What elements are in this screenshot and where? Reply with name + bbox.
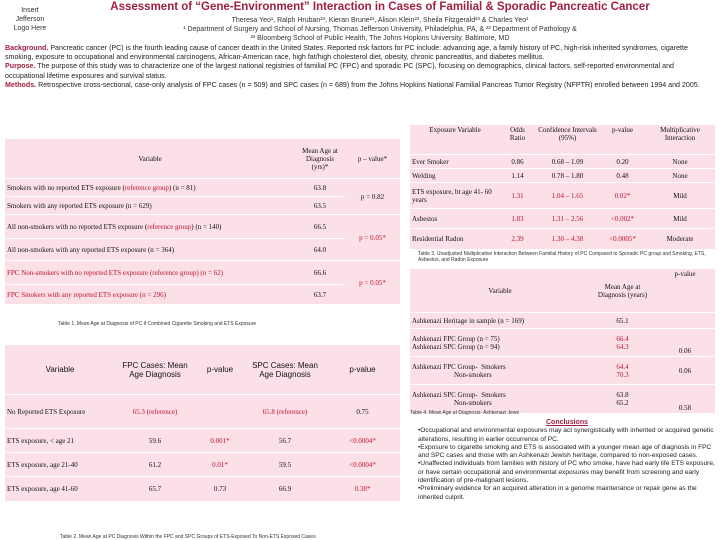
purpose-paragraph (5, 62, 715, 80)
t3-row0-m: None (645, 155, 715, 169)
table-1-header (5, 139, 400, 179)
t3-row2-p: 0.02* (600, 183, 645, 209)
table-row (410, 385, 715, 413)
t3-row4-m: Moderate (645, 229, 715, 249)
background-label: Background. (5, 44, 49, 52)
table-row (5, 239, 400, 261)
t4-row1-v: Ashkenazi FPC Group (n = 75) Ashkenazi SPC Group (n = 94) (410, 329, 590, 357)
t2-row2-p1: 0.01* (195, 453, 245, 477)
t1-row4-c: ) (n = 62) (196, 268, 224, 277)
table-3-caption: Table 3. Unadjusted Multiplicative Interaction Between Familial History of PC Compared to Sporadic PC group and Smoking, ETS, Asbestos, and Radon Exposure (418, 251, 706, 263)
t2-h-p1: p-value (195, 345, 245, 395)
table-row (410, 229, 715, 249)
table-row (5, 179, 400, 197)
t3-row1-p: 0.48 (600, 169, 645, 183)
t4-row3-mean: 63.8 65.2 (590, 385, 655, 413)
t2-row0-v: No Reported ETS Exposure (5, 395, 115, 429)
t1-p1: p = 0.82 (345, 179, 400, 215)
t3-row3-ci: 1.31 – 2.56 (535, 209, 600, 229)
t1-row5-mean: 63.7 (295, 285, 345, 305)
table-4-header (410, 269, 715, 313)
table-4 (410, 268, 715, 413)
t3-h-var: Exposure Variable (410, 125, 500, 155)
t3-row3-v: Asbestos (410, 209, 500, 229)
t2-row2-spc: 59.5 (245, 453, 325, 477)
methods-paragraph (5, 81, 715, 90)
t1-row4-b: reference group (152, 268, 197, 277)
t2-row0-p1 (195, 395, 245, 429)
t2-h-fpc: FPC Cases: Mean Age Diagnosis (115, 345, 195, 395)
methods-label: Methods. (5, 80, 37, 89)
t2-row2-p2: <0.0004* (325, 453, 400, 477)
t2-h-spc: SPC Cases: Mean Age Diagnosis (245, 345, 325, 395)
affiliation-2: ²³ Bloomberg School of Public Health, The Johns Hopkins University, Baltimore, MD (250, 35, 510, 42)
t4-row2-mean: 64.4 70.3 (590, 357, 655, 385)
t1-p2: p = 0.05* (345, 215, 400, 261)
t4-row3-p: 0.58 (655, 385, 715, 413)
t3-row4-ci: 1.30 – 4.38 (535, 229, 600, 249)
affiliation-1: ¹ Department of Surgery and School of Nursing, Thomas Jefferson University, Philadelphia, PA, & ²³ Department of Pathology & (183, 26, 577, 33)
t2-row0-p2: 0.75 (325, 395, 400, 429)
table-3 (410, 124, 715, 249)
t3-h-p: p-value (600, 125, 645, 155)
t3-row1-m: None (645, 169, 715, 183)
t3-row2-v: ETS exposure, bt age 41- 60 years (410, 183, 500, 209)
t3-row3-or: 1.83 (500, 209, 535, 229)
t1-row2-mean: 66.5 (295, 215, 345, 239)
t2-row1-p1: 0.001* (195, 429, 245, 453)
t3-row1-or: 1.14 (500, 169, 535, 183)
table-2-header (5, 345, 400, 395)
t3-row0-ci: 0.68 – 1.09 (535, 155, 600, 169)
table-1 (5, 138, 400, 305)
table-row (5, 477, 400, 501)
t4-row0-mean: 65.1 (590, 313, 655, 329)
t2-row3-fpc: 65.7 (115, 477, 195, 501)
t2-row3-p2: 0.38* (325, 477, 400, 501)
t2-h-p2: p-value (325, 345, 400, 395)
intro-section (5, 44, 715, 90)
t3-row3-m: Mild (645, 209, 715, 229)
t4-row0-p (655, 313, 715, 329)
table-2 (5, 344, 400, 501)
t2-row3-p1: 0.73 (195, 477, 245, 501)
t3-row2-ci: 1.04 – 1.65 (535, 183, 600, 209)
purpose-label: Purpose. (5, 62, 36, 71)
table-row (410, 169, 715, 183)
t3-row2-m: Mild (645, 183, 715, 209)
t4-row2-v: Ashkenazi FPC Group- Smokers Non-smokers (410, 357, 590, 385)
purpose-text: The purpose of this study was to characterize one of the largest national registries of familial PC (FPC) and sporadic PC (SPC), focusing on demographics, clinical factors, self-reported environmental and occupational lifetime exposures and survival status. (5, 62, 674, 80)
authors-block (60, 16, 700, 43)
t3-row4-v: Residential Radon (410, 229, 500, 249)
table-row (5, 215, 400, 239)
table-3-header (410, 125, 715, 155)
conclusion-item: •Occupational and environmental exposures may act synergistically with inherited or acquired genetic alterations, resulting in earlier occurrence of PC. (418, 427, 714, 443)
t2-row2-v: ETS exposure, age 21-40 (5, 453, 115, 477)
t3-row0-v: Ever Smoker (410, 155, 500, 169)
t2-row0-spc: 65.8 (reference) (245, 395, 325, 429)
t4-h-mean: Mean Age at Diagnosis (years) (590, 269, 655, 313)
conclusions-title: Conclusions (545, 419, 588, 426)
t3-row3-p: <0.002* (600, 209, 645, 229)
t1-row1-a: Smokers with any reported ETS exposure (n = 629) (5, 197, 295, 215)
t1-row3-mean: 64.0 (295, 239, 345, 261)
t1-row0-c: ) (n = 81) (168, 183, 196, 192)
t3-row0-or: 0.86 (500, 155, 535, 169)
t1-row2-a: All non-smokers with no reported ETS exposure ( (7, 222, 148, 231)
table-row (5, 429, 400, 453)
t1-col-variable: Variable (5, 139, 295, 179)
t2-row1-v: ETS exposure, < age 21 (5, 429, 115, 453)
t1-row0-b: reference group (124, 183, 169, 192)
background-paragraph (5, 44, 715, 62)
table-row (410, 209, 715, 229)
t4-row2-p: 0.06 (655, 357, 715, 385)
t3-h-or: Odds Ratio (500, 125, 535, 155)
t2-row1-spc: 56.7 (245, 429, 325, 453)
t4-h-p: p-value (655, 269, 715, 313)
t3-row4-or: 2.39 (500, 229, 535, 249)
table-row (410, 313, 715, 329)
table-4-caption: Table 4. Mean Age at Diagnosis- Ashkenazi Jews (410, 410, 519, 416)
t3-h-ci: Confidence Intervals (95%) (535, 125, 600, 155)
table-row (5, 395, 400, 429)
t1-row0-mean: 63.8 (295, 179, 345, 197)
conclusion-item: •Preliminary evidence for an acquired alteration in a genome maintenance or repair gene as the inherited culprit. (418, 485, 697, 501)
t3-row2-or: 1.31 (500, 183, 535, 209)
table-row (5, 285, 400, 305)
table-row (5, 453, 400, 477)
table-1-caption: Table 1. Mean Age at Diagnosis of PC if Combined Cigarette Smoking and ETS Exposure (58, 321, 257, 327)
t3-row4-p: <0.0005* (600, 229, 645, 249)
conclusion-item: •Exposure to cigarette smoking and ETS is associated with a younger mean age of diagnosis in FPC and SPC cases and those with an Ashkenazi Jewish heritage, compared to non-exposed cases. (418, 443, 712, 460)
table-row (5, 261, 400, 285)
table-row (410, 329, 715, 357)
t1-row4-a: FPC Non-smokers with no reported ETS exposure ( (7, 268, 153, 277)
methods-text: Retrospective cross-sectional, case-only analysis of FPC cases (n = 509) and SPC cases (n = 689) from the Johns Hopkins National Familial Pancreas Tumor Registry (NFPTR) enrolled between 1994 and 2005. (36, 80, 700, 89)
t3-h-mult: Multiplicative Interaction (645, 125, 715, 155)
t1-row3-a: All non-smokers with any reported ETS exposure (n = 364) (5, 239, 295, 261)
t2-row0-fpc: 65.3 (reference) (115, 395, 195, 429)
poster-title: Assessment of “Gene-Environment” Interaction in Cases of Familial & Sporadic Pancreatic Cancer (110, 1, 650, 13)
table-row (5, 197, 400, 215)
t4-h-var: Variable (410, 269, 590, 313)
t2-row1-fpc: 59.6 (115, 429, 195, 453)
t1-row1-mean: 63.5 (295, 197, 345, 215)
conclusions-section (418, 419, 716, 502)
t1-row5-a: FPC Smokers with any reported ETS exposure (n = 296) (5, 285, 295, 305)
table-row (410, 357, 715, 385)
t3-row1-v: Welding (410, 169, 500, 183)
t1-row0-a: Smokers with no reported ETS exposure ( (7, 183, 125, 192)
t4-row0-v: Ashkenazi Heritage in sample (n = 169) (410, 313, 590, 329)
authors: Theresa Yeo¹, Ralph Hruban²³, Kieran Brune²³, Alison Klein²³, Sheila Fitzgerald²³ & Charles Yeo¹ (231, 17, 529, 24)
t1-col-mean: Mean Age at Diagnosis (yrs)* (295, 139, 345, 179)
t1-p3: p = 0.05* (345, 261, 400, 305)
t1-row2-b: reference group (147, 222, 192, 231)
table-row (410, 155, 715, 169)
t2-row1-p2: <0.0004* (325, 429, 400, 453)
t3-row1-ci: 0.78 – 1.80 (535, 169, 600, 183)
conclusion-item: •Unaffected individuals from families with history of PC who smoke, have had early life ETS exposure, or have certain occupational and environmental exposures may benefit from screening and early identification of pre-malignant lesions. (418, 460, 715, 485)
t1-col-p: p – value* (345, 139, 400, 179)
background-text: Pancreatic cancer (PC) is the fourth leading cause of cancer death in the United States. Reported risk factors for PC include: advancing age, a family history of PC, high-risk inherited syndromes, cigarette smoking, exposure to occupational and environmental carcinogens, African-American race, high fat/high cholesterol diet, obesity, chronic pancreatitis, and diabetes mellitus. (5, 44, 688, 62)
t1-row2-c: ) (n = 140) (191, 222, 222, 231)
t2-row2-fpc: 61.2 (115, 453, 195, 477)
t2-h-variable: Variable (5, 345, 115, 395)
t2-row3-v: ETS exposure, age 41-60 (5, 477, 115, 501)
t2-row3-spc: 66.9 (245, 477, 325, 501)
t4-row1-mean: 66.4 64.3 (590, 329, 655, 357)
table-row (410, 183, 715, 209)
t4-row1-p: 0.06 (655, 329, 715, 357)
t3-row0-p: 0.20 (600, 155, 645, 169)
t4-row3-v: Ashkenazi SPC Group- Smokers Non-smokers (410, 385, 590, 413)
t1-row4-mean: 66.6 (295, 261, 345, 285)
table-2-caption: Table 2. Mean Age at PC Diagnosis Within the FPC and SPC Groups of ETS-Exposed To Non-ETS Exposed Cases (60, 534, 316, 540)
logo-placeholder: Insert Jefferson Logo Here (13, 7, 47, 32)
